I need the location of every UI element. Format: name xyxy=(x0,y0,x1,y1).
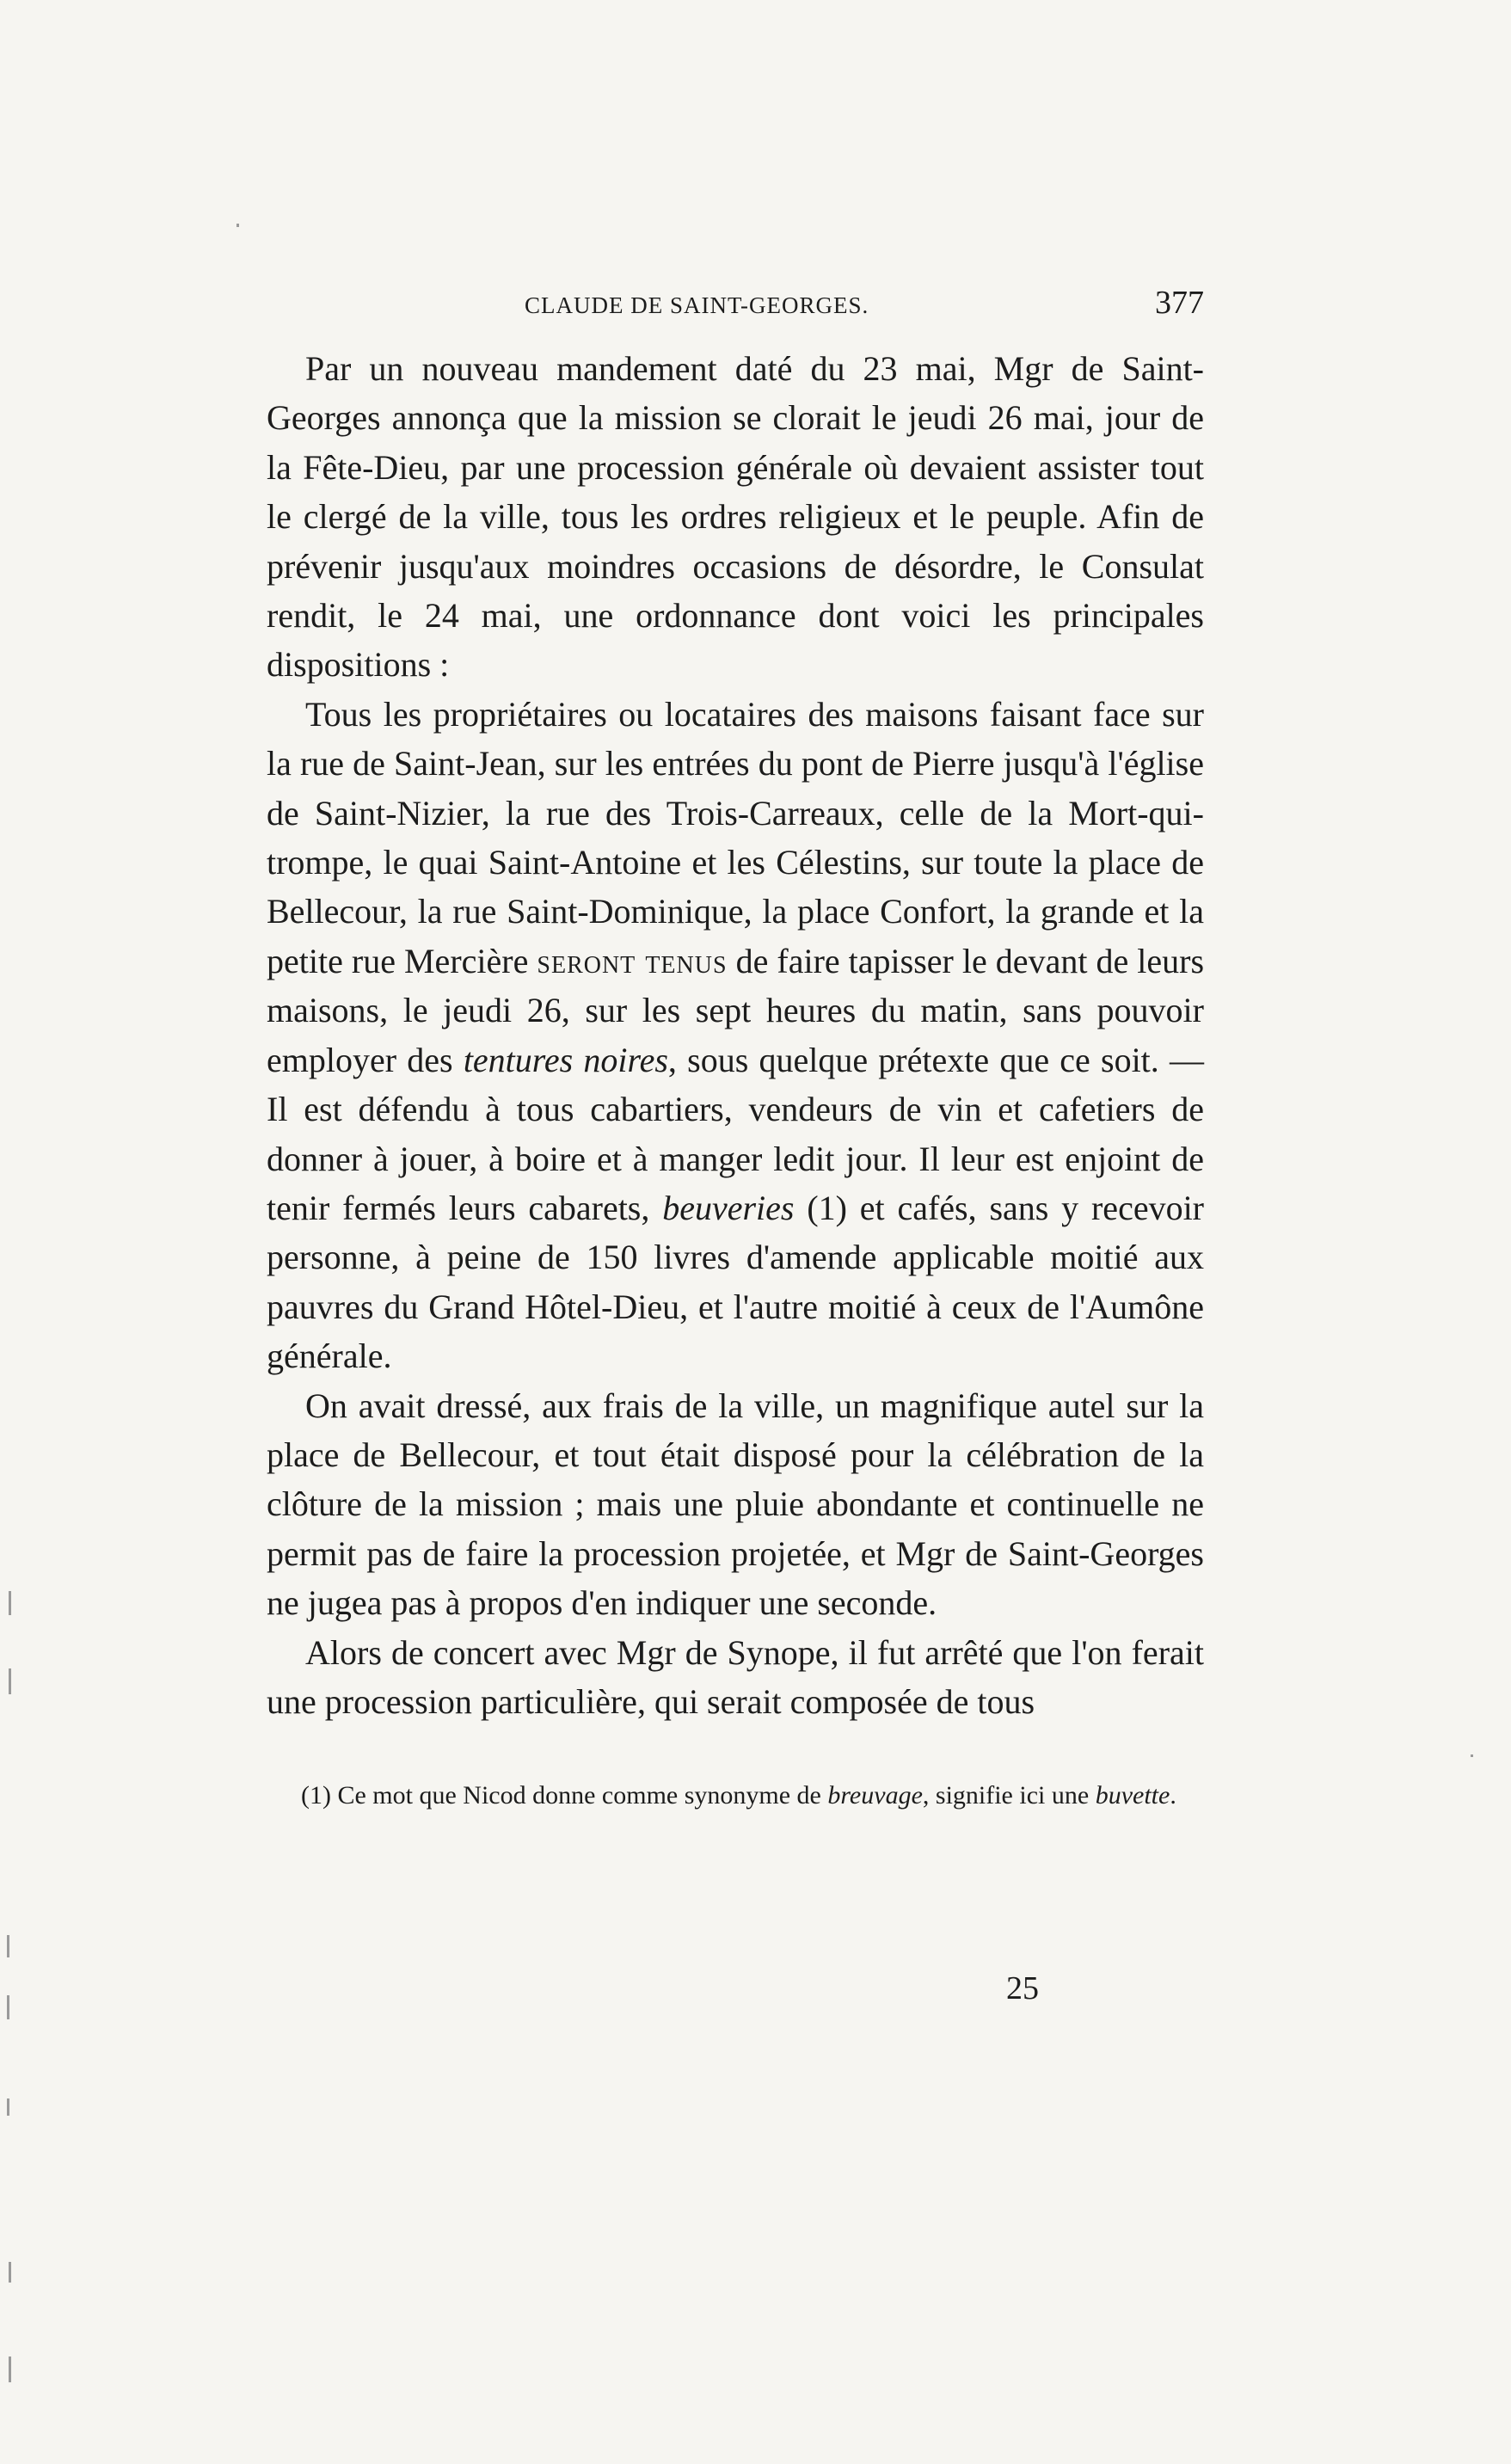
signature-mark: 25 xyxy=(1006,1970,1039,2006)
footnote-buvette: buvette xyxy=(1095,1781,1170,1810)
beuveries: beuveries xyxy=(662,1188,795,1227)
footnote-reference: (1) xyxy=(807,1188,847,1227)
page-number: 377 xyxy=(1155,285,1204,321)
speck xyxy=(9,2262,11,2283)
running-title: CLAUDE DE SAINT-GEORGES. xyxy=(525,292,869,318)
seront-tenus: seront tenus xyxy=(537,941,728,980)
speck xyxy=(9,1591,11,1615)
speck xyxy=(9,2356,11,2382)
footnote-part-b: , signifie ici une xyxy=(922,1781,1090,1810)
paragraph-2-part-c: , sous quelque prétexte que ce soit. — Il est défendu à tous cabartiers, vendeurs de vin et cafetiers de donner à jouer, à boire et à manger ledit jour. Il leur est enjoint de tenir fermés leurs cabarets, xyxy=(267,1040,1205,1227)
page-header xyxy=(267,284,1204,344)
footnote-1 xyxy=(267,1774,1204,1817)
paragraph-2-part-d: et cafés, sans y recevoir personne, à peine de 150 livres d'amende applicable moitié aux pauvres du Grand Hôtel-Dieu, et l'autre moitié à ceux de l'Aumône générale. xyxy=(267,1188,1205,1376)
footnote-breuvage: breuvage xyxy=(827,1781,923,1810)
paragraph-2-part-b: de faire tapisser le devant de leurs maisons, le jeudi 26, sur les sept heures du matin, sans pouvoir employer des xyxy=(267,941,1205,1079)
page xyxy=(267,284,1204,1817)
footnotes xyxy=(267,1774,1204,1817)
speck xyxy=(7,2098,9,2116)
speck xyxy=(236,224,239,227)
speck xyxy=(9,1668,11,1694)
tentures-noires: tentures noires xyxy=(463,1040,668,1079)
speck xyxy=(1471,1754,1473,1757)
paragraph-2 xyxy=(267,690,1204,1381)
speck xyxy=(7,1995,9,2019)
paragraph-2-part-a: Tous les propriétaires ou locataires des maisons faisant face sur la rue de Saint-Jean, sur les entrées du pont de Pierre jusqu'à l'église de Saint-Nizier, la rue des Trois-Carreaux, celle de la Mort-qui-trompe, le quai Saint-Antoine et les Célestins, sur toute la place de Bellecour, la rue Saint-Dominique, la place Confort, la grande et la petite rue Mercière xyxy=(267,694,1204,980)
body-text xyxy=(267,344,1204,1726)
speck xyxy=(7,1935,9,1957)
paragraph-1: Par un nouveau mandement daté du 23 mai, Mgr de Saint-Georges annonça que la mission se clorait le jeudi 26 mai, jour de la Fête-Dieu, par une procession générale où devaient assister tout le clergé de la ville, tous les ordres religieux et le peuple. Afin de prévenir jusqu'aux moindres occasions de désordre, le Consulat rendit, le 24 mai, une ordonnance dont voici les principales dispositions : xyxy=(267,349,1204,685)
paragraph-3: On avait dressé, aux frais de la ville, un magnifique autel sur la place de Bellecour, et tout était disposé pour la célébration de la clôture de la mission ; mais une pluie abondante et continuelle ne permit pas de faire la procession projetée, et Mgr de Saint-Georges ne jugea pas à propos d'en indiquer une seconde. xyxy=(267,1386,1204,1623)
footnote-part-c: . xyxy=(1170,1781,1176,1810)
footnote-part-a: (1) Ce mot que Nicod donne comme synonyme de xyxy=(301,1781,821,1810)
paragraph-4: Alors de concert avec Mgr de Synope, il fut arrêté que l'on ferait une procession particulière, qui serait composée de tous xyxy=(267,1632,1204,1721)
